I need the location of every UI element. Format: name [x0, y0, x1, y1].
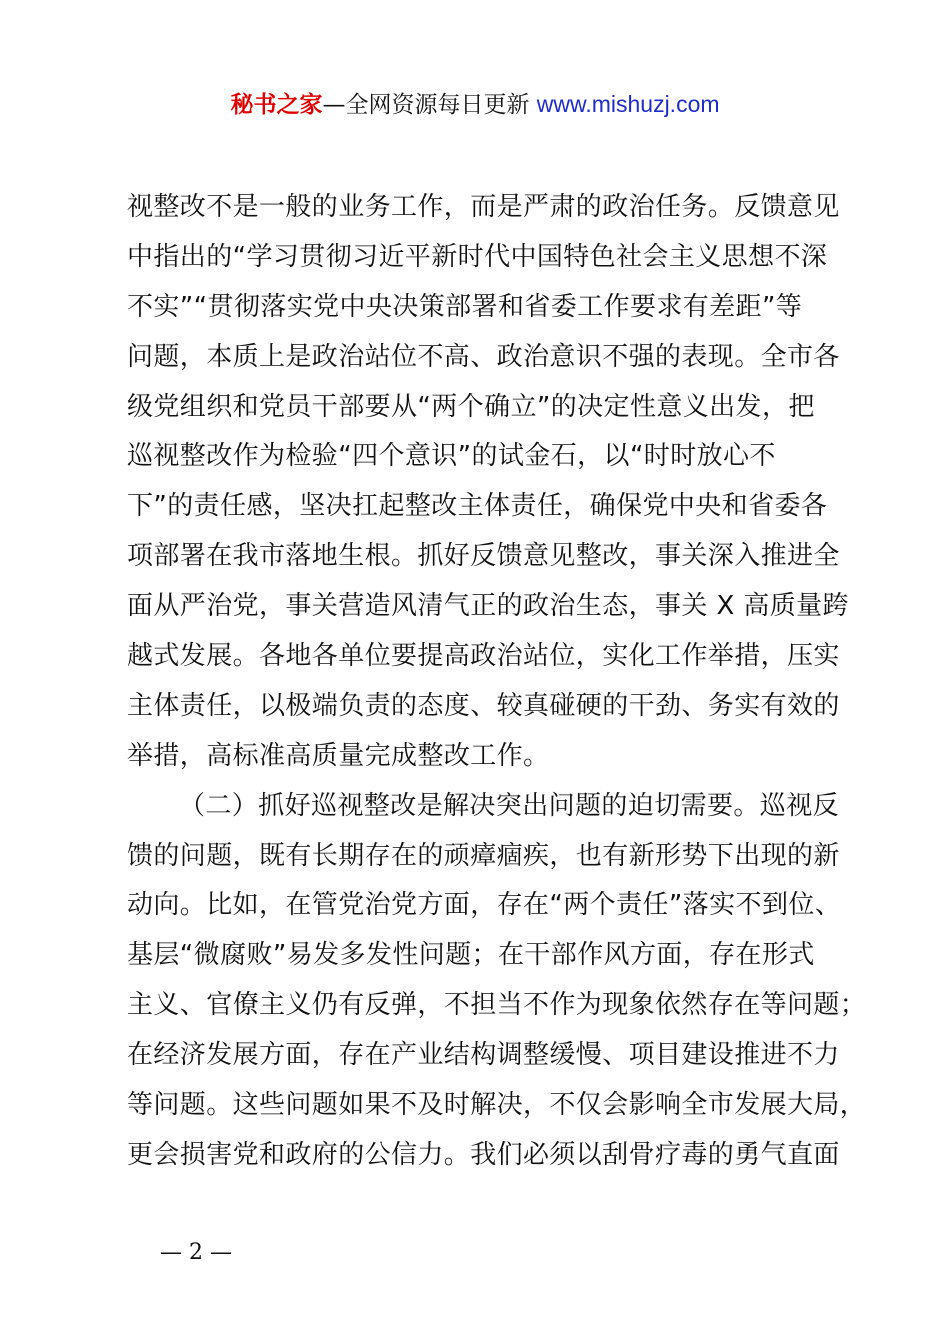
- text-line: 基层“微腐败”易发多发性问题；在干部作风方面，存在形式: [127, 940, 815, 971]
- text-line: 面从严治党，事关营造风清气正的政治生态，事关 X 高质量跨: [127, 591, 849, 622]
- text-line: 举措，高标准高质量完成整改工作。: [127, 740, 550, 771]
- text-line: 巡视整改作为检验“四个意识”的试金石，以“时时放心不: [127, 441, 776, 472]
- text-line: 主体责任，以极端负责的态度、较真碰硬的干劲、务实有效的: [127, 690, 840, 721]
- text-line: 问题，本质上是政治站位不高、政治意识不强的表现。全市各: [127, 341, 840, 372]
- text-line: 中指出的“学习贯彻习近平新时代中国特色社会主义思想不深: [127, 241, 828, 272]
- page-header: [0, 86, 950, 123]
- text-line: 视整改不是一般的业务工作，而是严肃的政治任务。反馈意见: [127, 192, 840, 222]
- header-brand: 秘书之家: [230, 92, 323, 118]
- text-line: 越式发展。各地各单位要提高政治站位，实化工作举措，压实: [127, 641, 840, 672]
- page-number: — 2 —: [160, 1240, 232, 1265]
- text-line: 等问题。这些问题如果不及时解决，不仅会影响全市发展大局，: [127, 1090, 867, 1121]
- text-line: 在经济发展方面，存在产业结构调整缓慢、项目建设推进不力: [127, 1040, 840, 1071]
- text-line: 下”的责任感，坚决扛起整改主体责任，确保党中央和省委各: [127, 491, 828, 522]
- text-line: 不实”“贯彻落实党中央决策部署和省委工作要求有差距”等: [127, 291, 803, 322]
- paragraph-start-line: （二）抓好巡视整改是解决突出问题的迫切需要。巡视反: [179, 790, 840, 821]
- text-line: 主义、官僚主义仍有反弹，不担当不作为现象依然存在等问题；: [127, 990, 867, 1021]
- document-body: [127, 183, 867, 1181]
- text-line: 项部署在我市落地生根。抓好反馈意见整改，事关深入推进全: [127, 541, 840, 572]
- text-line: 更会损害党和政府的公信力。我们必须以刮骨疗毒的勇气直面: [127, 1139, 840, 1170]
- header-site-link[interactable]: www.mishuzj.com: [536, 91, 720, 117]
- header-slogan: —全网资源每日更新: [322, 92, 537, 118]
- text-line: 馈的问题，既有长期存在的顽瘴痼疾，也有新形势下出现的新: [127, 840, 840, 871]
- text-line: 动向。比如，在管党治党方面，存在“两个责任”落实不到位、: [127, 890, 842, 921]
- text-line: 级党组织和党员干部要从“两个确立”的决定性意义出发，把: [127, 391, 815, 422]
